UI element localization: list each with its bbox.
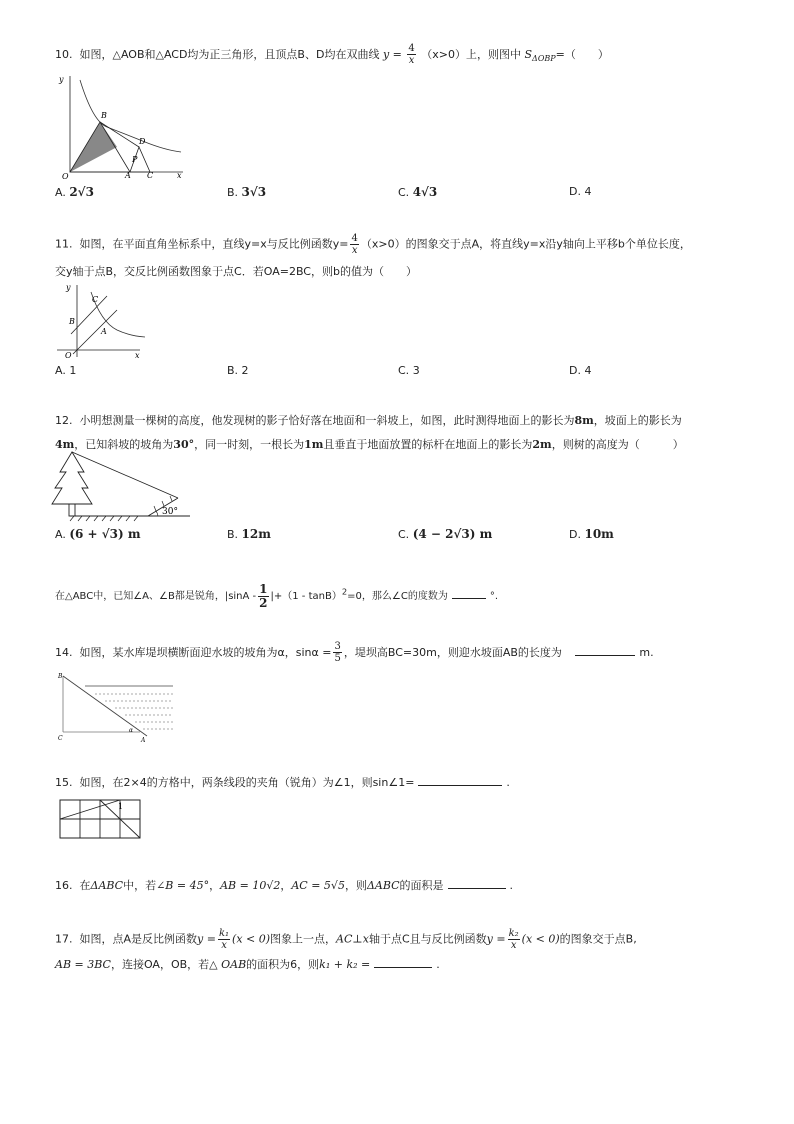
svg-text:C: C <box>58 735 63 742</box>
option-b[interactable]: B. 12m <box>227 527 271 541</box>
options-q11 <box>55 364 755 384</box>
fig-label: y <box>59 75 64 84</box>
options-q10 <box>55 185 755 205</box>
fraction: $\frac{4}{x}$ <box>408 43 415 66</box>
question-15: 15. 如图，在2×4的方格中，两条线段的夹角（锐角）为∠1，则sin∠1= . <box>55 776 510 789</box>
svg-text:1: 1 <box>118 802 124 811</box>
svg-text:A: A <box>101 327 107 336</box>
fraction: $\frac{\text{k₁}}{x}$ <box>218 928 230 951</box>
answer-blank[interactable] <box>448 888 506 889</box>
option-a[interactable]: A. 2√3 <box>55 185 94 199</box>
option-a[interactable]: A. 1 <box>55 364 77 377</box>
svg-text:x: x <box>177 171 182 180</box>
figure-q11-line-hyperbola <box>55 282 150 360</box>
fraction: $\frac{4}{x}$ <box>351 233 358 256</box>
question-14: 14. 如图，某水库堤坝横断面迎水坡的坡角为α，sinα = $\frac{3}{5}$ ，堤坝高BC=30m，则迎水坡面AB的长度为 m. <box>55 641 654 664</box>
svg-text:x: x <box>135 351 140 360</box>
svg-text:D: D <box>139 137 146 146</box>
option-a[interactable]: A. (6 + √3) m <box>55 527 141 541</box>
option-d[interactable]: D. 4 <box>569 364 592 377</box>
option-d[interactable]: D. 10m <box>569 527 614 541</box>
svg-text:C: C <box>92 295 99 304</box>
answer-blank[interactable] <box>418 785 502 786</box>
svg-text:B: B <box>69 317 75 326</box>
option-d[interactable]: D. 4 <box>569 185 592 198</box>
svg-text:O: O <box>65 351 72 360</box>
svg-text:30°: 30° <box>162 507 178 517</box>
answer-blank[interactable] <box>374 967 432 968</box>
fraction: $\frac{3}{5}$ <box>334 641 341 664</box>
question-10-text: 10. 如图，△AOB和△ACD均为正三角形，且顶点B、D均在双曲线 y = $\frac{4}{x}$ （x>0）上，则图中 $S_{\Delta OBP}=$（ ） <box>55 43 609 66</box>
option-b[interactable]: B. 3√3 <box>227 185 267 199</box>
figure-q14-dam-slope <box>55 670 180 744</box>
question-10 <box>55 43 764 69</box>
svg-text:A: A <box>141 737 146 744</box>
option-c[interactable]: C. 4√3 <box>398 185 438 199</box>
option-b[interactable]: B. 2 <box>227 364 249 377</box>
svg-text:O: O <box>62 172 69 181</box>
svg-text:α: α <box>129 727 134 734</box>
svg-text:B: B <box>58 673 63 680</box>
answer-blank[interactable] <box>452 598 486 599</box>
options-q12 <box>55 527 755 547</box>
figure-q15-grid <box>58 798 146 842</box>
question-17: 17. 如图，点A是反比例函数y = $\frac{\text{k₁}}{x}$ (x < 0)图象上一点，AC⊥x轴于点C且与反比例函数y = $\frac{\text{k₂}}{x}$ (x < 0)的图象交于点B, AB = 3BC，连接OA，OB，若△ OAB的面积为6，则k₁ + k₂ = . <box>55 928 637 971</box>
question-13: 在△ABC中，已知∠A、∠B都是锐角，|sinA - $\frac{1}{2}$ |+（1 - tanB）$^2$=0，那么∠C的度数为 °. <box>55 581 499 610</box>
fraction: $\frac{\text{k₂}}{x}$ <box>508 928 519 951</box>
fraction: $\frac{1}{2}$ <box>259 581 268 610</box>
question-12: 12. 小明想测量一棵树的高度，他发现树的影子恰好落在地面和一斜坡上，如图，此时测得地面上的影长为8m，坡面上的影长为 4m，已知斜坡的坡角为30°，同一时刻，一根长为1m且垂直于地面放置的标杆在地面上的影长为2m，则树的高度为（ ） <box>55 414 684 451</box>
svg-text:A: A <box>125 171 131 180</box>
option-c[interactable]: C. (4 − 2√3) m <box>398 527 493 541</box>
svg-text:C: C <box>147 171 154 180</box>
svg-text:B: B <box>101 111 107 120</box>
option-c[interactable]: C. 3 <box>398 364 420 377</box>
answer-blank[interactable] <box>575 655 635 656</box>
figure-q12-tree-slope <box>50 450 195 525</box>
figure-q10-hyperbola-triangles <box>55 72 185 182</box>
svg-text:P: P <box>132 155 138 164</box>
question-11: 11. 如图，在平面直角坐标系中，直线y=x与反比例函数y= $\frac{4}{x}$ （x>0）的图象交于点A，将直线y=x沿y轴向上平移b个单位长度， 交y轴于点B，交反比例函数图象于点C．若OA=2BC，则b的值为（ ） <box>55 233 691 278</box>
question-16: 16. 在ΔABC中，若∠B = 45°，AB = 10√2，AC = 5√5，则ΔABC的面积是 . <box>55 879 514 892</box>
svg-text:y: y <box>66 283 71 292</box>
